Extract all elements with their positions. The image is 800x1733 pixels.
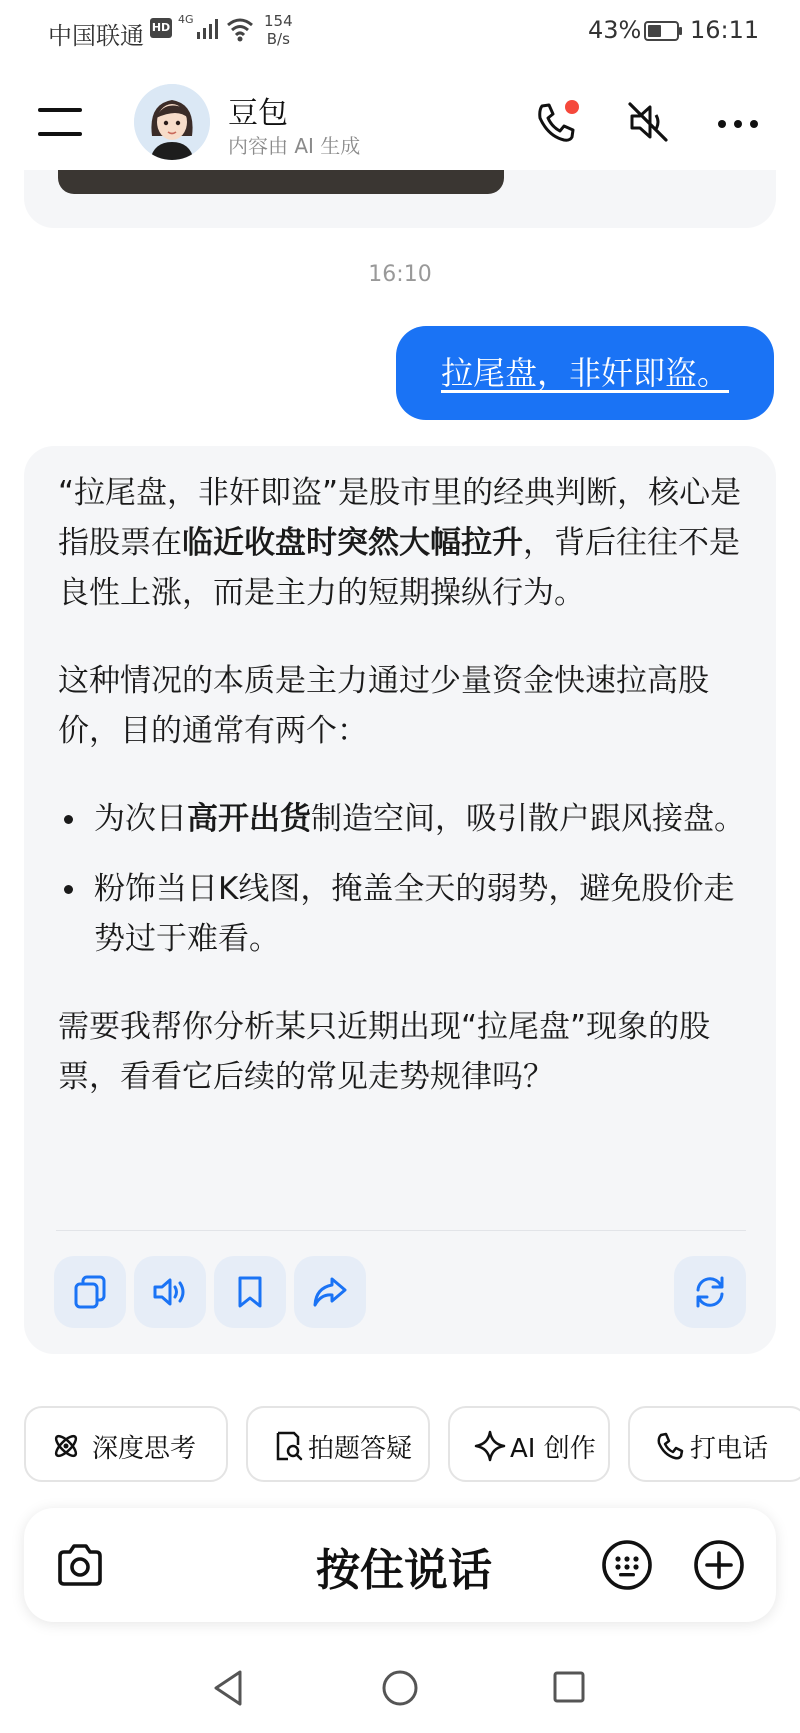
more-options-icon[interactable] — [712, 96, 764, 148]
user-message-bubble[interactable] — [396, 326, 774, 420]
regenerate-button[interactable] — [674, 1256, 746, 1328]
hd-badge: HD — [150, 18, 172, 38]
chip-photo-question[interactable] — [246, 1406, 430, 1482]
back-icon[interactable] — [210, 1668, 246, 1708]
speed-value: 154 — [264, 12, 293, 30]
camera-icon[interactable] — [54, 1540, 106, 1592]
share-button[interactable] — [294, 1256, 366, 1328]
carrier-label: 中国联通 — [48, 22, 144, 50]
clock: 16:11 — [690, 16, 760, 44]
bullet-item: 粉饰当日K线图，掩盖全天的弱势，避免股价走势过于难看。 — [58, 864, 748, 964]
speed-unit: B/s — [266, 30, 290, 48]
doc-search-icon — [272, 1430, 304, 1462]
atom-icon — [50, 1430, 82, 1462]
answer-bold-text: 高开出货 — [187, 801, 311, 837]
answer-paragraph-1 — [58, 468, 748, 618]
menu-icon[interactable] — [38, 108, 84, 136]
network-speed — [264, 12, 293, 48]
refresh-icon — [692, 1274, 728, 1310]
message-timestamp: 16:10 — [368, 262, 432, 287]
chip-label: 拍题答疑 — [308, 1434, 413, 1464]
recent-apps-icon[interactable] — [552, 1670, 586, 1704]
previous-message-card — [24, 170, 776, 228]
answer-bold-text: 临近收盘时突然大幅拉升 — [182, 525, 523, 561]
signal-icon — [196, 18, 220, 40]
user-message-text: 拉尾盘，非奸即盗。 — [440, 354, 729, 392]
previous-message-image[interactable] — [58, 170, 504, 194]
battery-percent: 43% — [588, 16, 642, 44]
input-bar — [24, 1508, 776, 1622]
answer-bullet-list — [58, 794, 748, 964]
bookmark-icon — [232, 1274, 268, 1310]
battery-icon — [644, 20, 684, 42]
divider — [56, 1230, 746, 1231]
answer-text: 制造空间，吸引散户跟风接盘。 — [311, 801, 745, 837]
share-icon — [312, 1274, 348, 1310]
notification-dot — [565, 100, 579, 114]
copy-button[interactable] — [54, 1256, 126, 1328]
bullet-item — [58, 794, 748, 844]
answer-text: 为次日 — [94, 801, 187, 837]
home-icon[interactable] — [380, 1668, 420, 1708]
phone-icon — [654, 1430, 686, 1462]
speaker-icon — [152, 1274, 188, 1310]
chip-phone-call[interactable] — [628, 1406, 800, 1482]
plus-icon[interactable] — [692, 1538, 746, 1592]
bookmark-button[interactable] — [214, 1256, 286, 1328]
chip-deep-thinking[interactable] — [24, 1406, 228, 1482]
answer-paragraph-2: 这种情况的本质是主力通过少量资金快速拉高股价，目的通常有两个： — [58, 663, 709, 749]
chat-header — [0, 62, 800, 180]
chip-label: 深度思考 — [92, 1434, 197, 1464]
phone-call-icon[interactable] — [530, 96, 582, 148]
read-aloud-button[interactable] — [134, 1256, 206, 1328]
keyboard-icon[interactable] — [600, 1538, 654, 1592]
sparkle-icon — [474, 1430, 506, 1462]
copy-icon — [72, 1274, 108, 1310]
wifi-icon — [226, 16, 254, 42]
avatar-illustration — [134, 84, 210, 160]
system-navigation-bar — [0, 1660, 800, 1720]
chip-ai-create[interactable] — [448, 1406, 610, 1482]
status-bar — [0, 0, 800, 62]
chip-label: 打电话 — [690, 1434, 769, 1464]
network-type: 4G — [178, 13, 194, 26]
assistant-answer-card — [24, 446, 776, 1354]
answer-text: ，背后往往不是良性上涨，而是主力的短期操纵行为。 — [58, 525, 740, 611]
speaker-mute-icon[interactable] — [622, 96, 674, 148]
answer-paragraph-3: 需要我帮你分析某只近期出现“拉尾盘”现象的股票，看看它后续的常见走势规律吗？ — [58, 1009, 711, 1095]
answer-text: “拉尾盘，非奸即盗”是股市里的经典判断，核心是指股票在 — [58, 475, 742, 561]
answer-body — [58, 468, 748, 1140]
chip-label: AI 创作 — [510, 1434, 596, 1464]
avatar[interactable] — [134, 84, 210, 160]
hold-to-talk-button[interactable]: 按住说话 — [316, 1545, 492, 1596]
ai-generated-note: 内容由 AI 生成 — [228, 134, 361, 158]
bot-name: 豆包 — [228, 96, 288, 131]
quick-action-chips — [24, 1406, 800, 1482]
